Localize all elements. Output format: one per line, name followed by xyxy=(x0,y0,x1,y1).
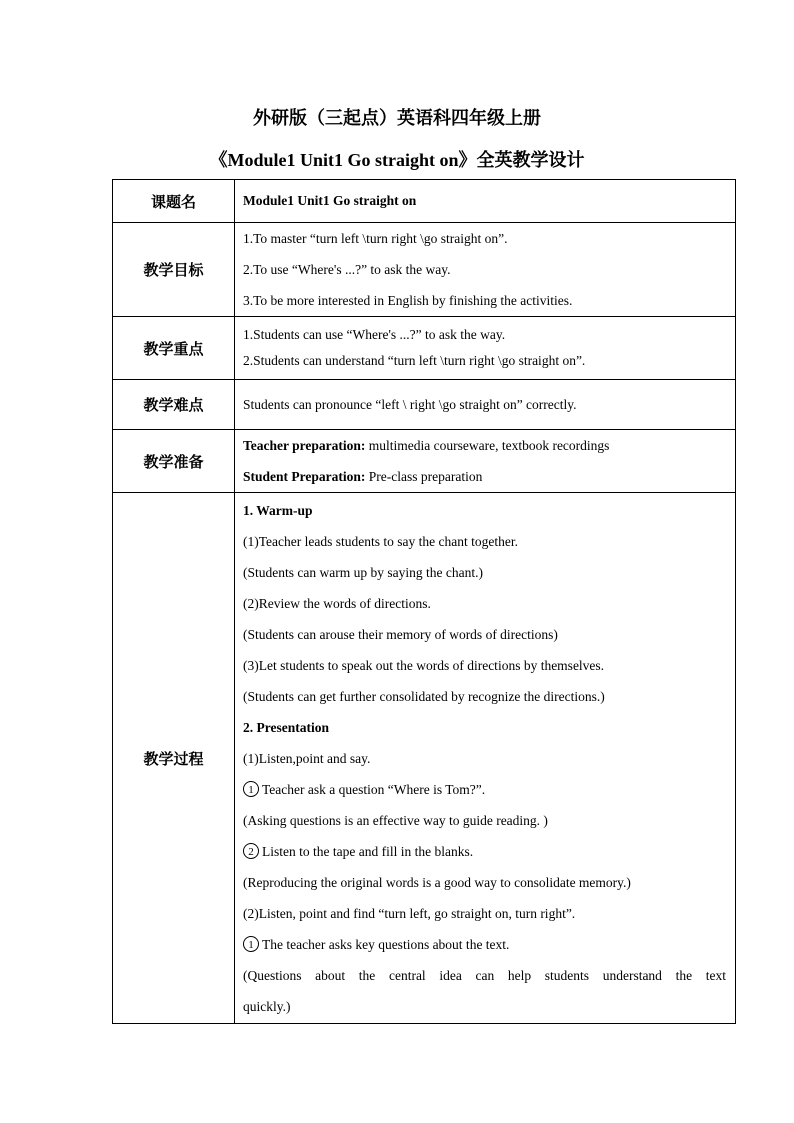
teacher-preparation xyxy=(243,430,726,461)
process-label: 教学过程 xyxy=(113,493,235,1024)
process-line: quickly.) xyxy=(243,998,291,1014)
process-line: (Reproducing the original words is a good way to consolidate memory.) xyxy=(243,874,631,890)
process-line xyxy=(243,929,726,960)
preparation-label: 教学准备 xyxy=(113,430,235,493)
circled-number: 1 xyxy=(243,781,259,797)
student-preparation-text: Pre-class preparation xyxy=(365,469,483,484)
circled-number: 2 xyxy=(243,843,259,859)
difficult-points-label: 教学难点 xyxy=(113,380,235,430)
objectives-cell xyxy=(235,223,736,317)
table-row-preparation xyxy=(113,430,736,493)
key-points-cell xyxy=(235,317,736,380)
difficult-points-cell xyxy=(235,380,736,430)
process-cell xyxy=(235,493,736,1024)
lesson-plan-table xyxy=(112,179,736,1024)
process-line xyxy=(243,836,726,867)
process-line: (Asking questions is an effective way to guide reading. ) xyxy=(243,812,548,828)
process-line: (2)Listen, point and find “turn left, go straight on, turn right”. xyxy=(243,905,576,921)
table-row-topic xyxy=(113,180,736,223)
process-step-text: Listen to the tape and fill in the blanks. xyxy=(262,843,474,859)
process-line: (Students can arouse their memory of words of directions) xyxy=(243,626,558,642)
table-row-objectives xyxy=(113,223,736,317)
topic-value xyxy=(235,180,736,223)
objective-item: 2.To use “Where's ...?” to ask the way. xyxy=(243,262,451,277)
topic-text: Module1 Unit1 Go straight on xyxy=(243,193,417,208)
student-preparation-label: Student Preparation: xyxy=(243,469,366,484)
document-subtitle: 《Module1 Unit1 Go straight on》全英教学设计 xyxy=(209,150,585,170)
difficult-point-text: Students can pronounce “left \ right \go straight on” correctly. xyxy=(243,397,577,412)
warmup-heading: 1. Warm-up xyxy=(243,502,313,518)
process-line xyxy=(243,774,726,805)
presentation-heading: 2. Presentation xyxy=(243,719,329,735)
key-point-item: 2.Students can understand “turn left \turn right \go straight on”. xyxy=(243,353,586,368)
teacher-preparation-label: Teacher preparation: xyxy=(243,438,366,453)
key-points-label: 教学重点 xyxy=(113,317,235,380)
process-line: (1)Listen,point and say. xyxy=(243,750,371,766)
objective-item: 3.To be more interested in English by finishing the activities. xyxy=(243,293,573,308)
process-step-text: Teacher ask a question “Where is Tom?”. xyxy=(262,781,486,797)
teacher-preparation-text: multimedia courseware, textbook recordings xyxy=(365,438,610,453)
process-line: (1)Teacher leads students to say the chant together. xyxy=(243,533,518,549)
process-line: (Questions about the central idea can help students understand the text xyxy=(243,967,726,983)
objectives-label: 教学目标 xyxy=(113,223,235,317)
preparation-cell xyxy=(235,430,736,493)
document-title: 外研版（三起点）英语科四年级上册 xyxy=(253,108,541,128)
topic-label: 课题名 xyxy=(113,180,235,223)
objective-item: 1.To master “turn left \turn right \go straight on”. xyxy=(243,231,508,246)
process-line: (2)Review the words of directions. xyxy=(243,595,431,611)
student-preparation xyxy=(243,461,726,492)
table-row-process xyxy=(113,493,736,1024)
process-line: (3)Let students to speak out the words of directions by themselves. xyxy=(243,657,605,673)
key-point-item: 1.Students can use “Where's ...?” to ask the way. xyxy=(243,327,506,342)
table-row-difficult-points xyxy=(113,380,736,430)
process-line: (Students can warm up by saying the chant.) xyxy=(243,564,483,580)
process-line: (Students can get further consolidated by recognize the directions.) xyxy=(243,688,605,704)
circled-number: 1 xyxy=(243,936,259,952)
process-step-text: The teacher asks key questions about the text. xyxy=(262,936,510,952)
table-row-key-points xyxy=(113,317,736,380)
